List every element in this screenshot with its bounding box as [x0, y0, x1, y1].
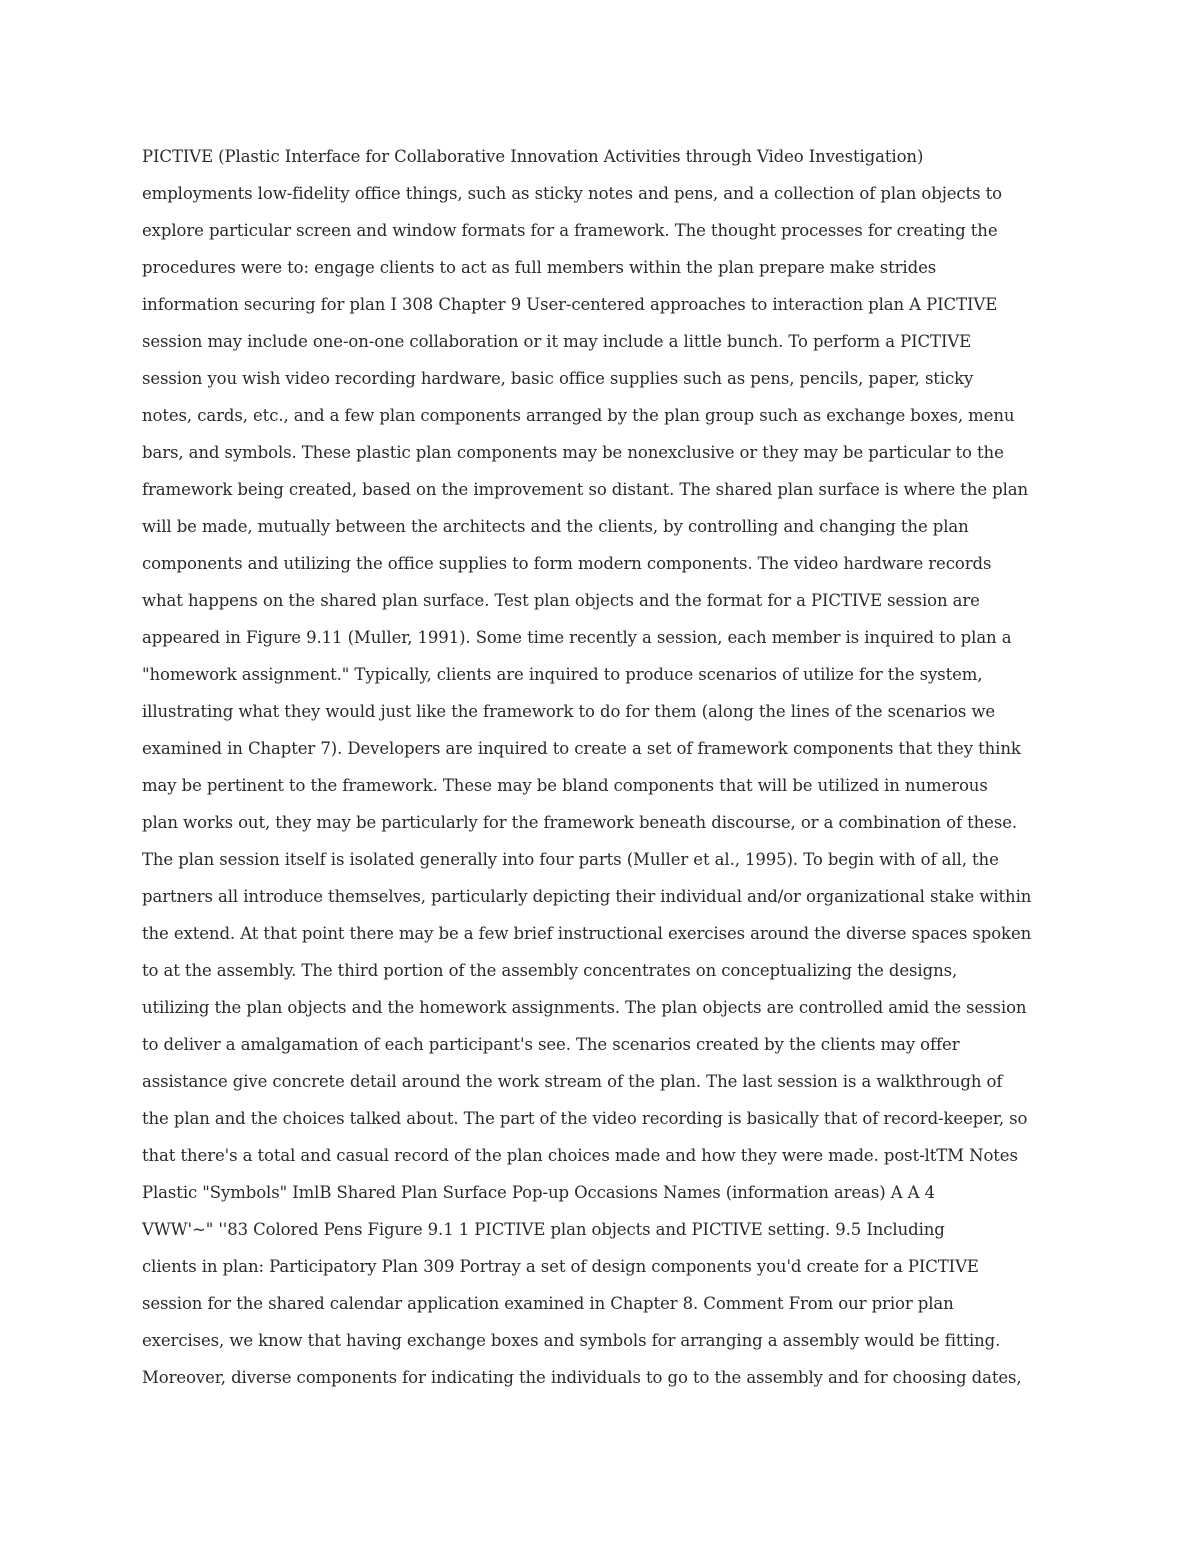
text-line: partners all introduce themselves, particularly depicting their individual and/or organizational stake within [142, 887, 1032, 906]
text-line: explore particular screen and window formats for a framework. The thought processes for creating the [142, 221, 998, 240]
text-line: PICTIVE (Plastic Interface for Collaborative Innovation Activities through Video Investigation) [142, 147, 924, 166]
text-line: clients in plan: Participatory Plan 309 Portray a set of design components you'd create for a PICTIVE [142, 1257, 979, 1276]
text-line: plan works out, they may be particularly for the framework beneath discourse, or a combination of these. [142, 813, 1018, 832]
text-line: employments low-fidelity office things, such as sticky notes and pens, and a collection of plan objects to [142, 184, 1002, 203]
text-line: may be pertinent to the framework. These may be bland components that will be utilized in numerous [142, 776, 988, 795]
text-line: information securing for plan I 308 Chapter 9 User-centered approaches to interaction plan A PICTIVE [142, 295, 998, 314]
body-text [142, 138, 1082, 1396]
text-line: framework being created, based on the improvement so distant. The shared plan surface is where the plan [142, 480, 1029, 499]
text-line: bars, and symbols. These plastic plan components may be nonexclusive or they may be particular to the [142, 443, 1004, 462]
text-line: appeared in Figure 9.11 (Muller, 1991). Some time recently a session, each member is inquired to plan a [142, 628, 1012, 647]
text-line: illustrating what they would just like the framework to do for them (along the lines of the scenarios we [142, 702, 996, 721]
text-line: Plastic "Symbols" ImlB Shared Plan Surface Pop-up Occasions Names (information areas) A A 4 [142, 1183, 936, 1202]
text-line: the extend. At that point there may be a few brief instructional exercises around the diverse spaces spoken [142, 924, 1032, 943]
text-line: exercises, we know that having exchange boxes and symbols for arranging a assembly would be fitting. [142, 1331, 1001, 1350]
text-line: assistance give concrete detail around the work stream of the plan. The last session is a walkthrough of [142, 1072, 1003, 1091]
text-line: what happens on the shared plan surface. Test plan objects and the format for a PICTIVE session are [142, 591, 980, 610]
text-line: session may include one-on-one collaboration or it may include a little bunch. To perform a PICTIVE [142, 332, 972, 351]
text-line: examined in Chapter 7). Developers are inquired to create a set of framework components that they think [142, 739, 1021, 758]
text-line: the plan and the choices talked about. The part of the video recording is basically that of record-keeper, so [142, 1109, 1028, 1128]
text-line: "homework assignment." Typically, clients are inquired to produce scenarios of utilize for the system, [142, 665, 983, 684]
text-line: notes, cards, etc., and a few plan components arranged by the plan group such as exchange boxes, menu [142, 406, 1015, 425]
text-line: that there's a total and casual record of the plan choices made and how they were made. post-ltTM Notes [142, 1146, 1018, 1165]
text-line: to deliver a amalgamation of each participant's see. The scenarios created by the clients may offer [142, 1035, 960, 1054]
text-line: will be made, mutually between the architects and the clients, by controlling and changing the plan [142, 517, 969, 536]
text-line: components and utilizing the office supplies to form modern components. The video hardware records [142, 554, 992, 573]
text-line: utilizing the plan objects and the homework assignments. The plan objects are controlled amid the session [142, 998, 1027, 1017]
text-line: Moreover, diverse components for indicating the individuals to go to the assembly and for choosing dates, [142, 1368, 1022, 1387]
text-line: The plan session itself is isolated generally into four parts (Muller et al., 1995). To begin with of all, the [142, 850, 999, 869]
text-line: session you wish video recording hardware, basic office supplies such as pens, pencils, paper, sticky [142, 369, 974, 388]
text-line: to at the assembly. The third portion of the assembly concentrates on conceptualizing the designs, [142, 961, 958, 980]
text-line: VWW'~" ''83 Colored Pens Figure 9.1 1 PICTIVE plan objects and PICTIVE setting. 9.5 Including [142, 1220, 945, 1239]
text-line: session for the shared calendar application examined in Chapter 8. Comment From our prior plan [142, 1294, 954, 1313]
text-line: procedures were to: engage clients to act as full members within the plan prepare make strides [142, 258, 937, 277]
